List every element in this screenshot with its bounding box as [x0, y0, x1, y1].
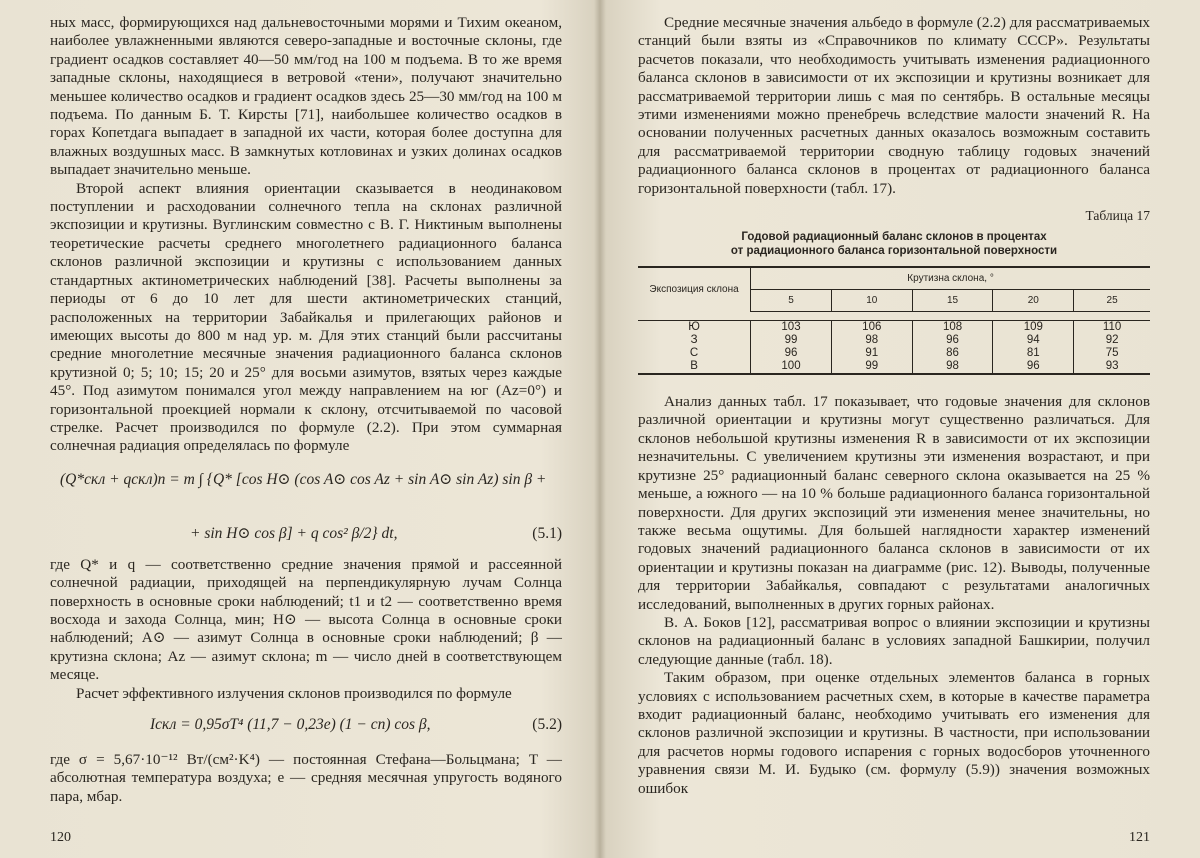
table-cell: 99 — [831, 360, 912, 374]
table-cell: 99 — [751, 334, 832, 347]
table-title-line: Годовой радиационный баланс склонов в процентах — [741, 231, 1047, 244]
page-number: 121 — [1129, 830, 1150, 845]
paragraph: где σ = 5,67·10⁻¹² Вт/(см²·K⁴) — постоянная Стефана—Больцмана; T — абсолютная температура воздуха; e — средняя месячная упругость водяного пара, мбар. — [50, 751, 562, 805]
table-cell: 81 — [993, 347, 1074, 360]
table-header-exposition: Экспозиция склона — [638, 267, 751, 312]
formula-line: + sin H⊙ cos β] + q cos² β/2} dt, — [190, 524, 398, 542]
table-header-cell: 20 — [993, 290, 1074, 312]
formula-5-2 — [50, 711, 562, 745]
table-cell: 94 — [993, 334, 1074, 347]
table-cell: 86 — [912, 347, 993, 360]
table-header-cell: 5 — [751, 290, 832, 312]
right-page — [638, 14, 1150, 850]
formula-5-1 — [50, 466, 562, 514]
table-cell: 93 — [1074, 360, 1150, 374]
table-row — [638, 334, 1150, 347]
formula-line: (Q*скл + qскл)n = m ∫ {Q* [cos H⊙ (cos A⊙ cos Az + sin A⊙ sin Az) sin β + — [60, 470, 547, 488]
table-cell: 75 — [1074, 347, 1150, 360]
paragraph: Анализ данных табл. 17 показывает, что годовые значения для склонов различной ориентации и крутизны могут существенно различаться. Для склонов небольшой крутизны изменения R в зависимости от их экспозиции незначительны. С увеличением крутизны эти изменения возрастают, и при крутизне 25° радиационный баланс северного склона оказывается на 25 % меньше, а южного — на 10 % больше радиационного баланса горизонтальной поверхности. Для других экспозиций эти изменения менее значительны, но также весьма ощутимы. Для большей наглядности характер изменений годовых значений радиационного баланса склонов в зависимости от их ориентации и крутизны показан на диаграмме (рис. 12). Выводы, полученные для территории Забайкалья, совпадают с результатами аналогичных исследований, выполненных в других горных районах. — [638, 393, 1150, 613]
data-table — [638, 266, 1150, 375]
paragraph: где Q* и q — соответственно средние значения прямой и рассеянной солнечной радиации, приходящей на перпендикулярную лучам Солнца поверхность в основные сроки наблюдений; t1 и t2 — соответственно время восхода и захода Солнца, мин; H⊙ — высота Солнца в основные сроки наблюдений; A⊙ — азимут Солнца в основные сроки наблюдений; β — крутизна склона; Az — азимут склона; m — число дней в соответствующем месяце. — [50, 555, 562, 684]
table-cell: 96 — [993, 360, 1074, 374]
paragraph: Таким образом, при оценке отдельных элементов баланса в горных условиях с использованием расчетных схем, в которые в качестве параметра входит радиационный баланс, необходимо учитывать его изменения для склонов различной экспозиции и крутизны. В частности, при использовании для расчетов нормы годового испарения с горных водосборов уточненного уравнения связи М. И. Будыко (см. формулу (5.9)) значения возможных ошибок — [638, 669, 1150, 797]
table-header-cell: 15 — [912, 290, 993, 312]
table-cell: С — [689, 347, 699, 360]
table-cell: З — [690, 334, 698, 347]
formula-line: Iскл = 0,95σT⁴ (11,7 − 0,23e) (1 − cn) cos β, — [150, 716, 431, 733]
table-cell: 106 — [831, 321, 912, 335]
table-cell: 96 — [751, 347, 832, 360]
formula-number: (5.2) — [532, 716, 562, 733]
table-header-steepness: Крутизна склона, ° — [751, 267, 1150, 290]
table-cell: 108 — [912, 321, 993, 335]
paragraph: Второй аспект влияния ориентации сказывается в неодинаковом поступлении и расходовании солнечного тепла на склонах различной экспозиции и крутизны. Вуглинским совместно с В. Г. Никтиным выполнены теоретические расчеты среднего многолетнего радиационного баланса склонов различной экспозиции и крутизны с использованием данных стандартных актинометрических наблюдений [38]. Расчеты выполнены за периоды от 6 до 10 лет для шести актинометрических станций, расположенных на территории Забайкалья и прилегающих районов и имеющих высоты до 800 м над ур. м. Для этих станций были рассчитаны средние многолетние месячные значения радиационного баланса склонов крутизной 0; 5; 10; 15; 20 и 25° для восьми азимутов, взятых через каждые 45°. Под азимутом понимался угол между направлением на юг (Az=0°) и горизонтальной проекцией нормали к склону, отсчитываемой по часовой стрелке. Расчет производился по формуле (2.2). При этом суммарная солнечная радиация определялась по формуле — [50, 179, 562, 455]
table-header-cell: 10 — [831, 290, 912, 312]
formula-number: (5.1) — [532, 524, 562, 542]
table-cell: 98 — [912, 360, 993, 374]
table-cell: 98 — [831, 334, 912, 347]
paragraph: В. А. Боков [12], рассматривая вопрос о влиянии экспозиции и крутизны склонов на радиационный баланс в условиях западной Башкирии, получил следующие данные (табл. 18). — [638, 613, 1150, 668]
table-cell: В — [638, 360, 751, 374]
table-row — [638, 360, 1150, 374]
paragraph: ных масс, формирующихся над дальневосточными морями и Тихим океаном, наиболее увлажненными являются северо-западные и восточные склоны, где градиент осадков составляет 40—50 мм/год на 100 м подъема. В то же время западные склоны, находящиеся в ветровой «тени», получают значительно меньшее количество осадков и градиент осадков здесь 25—30 мм/год на 100 м подъема. По данным Б. Т. Кирсты [71], наибольшее количество осадков в горах Копетдага выпадает в западной их части, которая более доступна для влажных воздушных масс. В замкнутых котловинах и узких долинах осадков выпадает значительно меньше. — [50, 14, 562, 179]
formula-5-1-continued — [50, 520, 562, 550]
table-label: Таблица 17 — [1085, 208, 1150, 224]
table-cell: 96 — [912, 334, 993, 347]
table-row — [638, 347, 1150, 360]
table-row — [638, 321, 1150, 335]
table-cell: 100 — [751, 360, 832, 374]
table-cell: 109 — [993, 321, 1074, 335]
table-cell: 91 — [831, 347, 912, 360]
table-title-line: от радиационного баланса горизонтальной поверхности — [730, 245, 1058, 258]
table-cell: 110 — [1074, 321, 1150, 335]
table-header-cell: 25 — [1074, 290, 1150, 312]
table-title — [638, 230, 1150, 258]
paragraph: Расчет эффективного излучения склонов производился по формуле — [76, 684, 512, 702]
page-number: 120 — [50, 830, 71, 845]
table-cell: Ю — [688, 321, 700, 334]
table-cell: 92 — [1074, 334, 1150, 347]
left-page — [50, 14, 562, 850]
paragraph: Средние месячные значения альбедо в формуле (2.2) для рассматриваемых станций были взяты из «Справочников по климату СССР». Результаты расчетов показали, что необходимость учитывать изменения радиационного баланса склонов в зависимости от их экспозиции и крутизны возникает для рассматриваемой территории лишь с мая по сентябрь. В остальные месяцы этими изменениями можно пренебречь вследствие малости значений R. На основании полученных расчетных данных оказалось возможным составить для рассматриваемой территории сводную таблицу годовых значений радиационного баланса склонов в процентах от радиационного баланса горизонтальной поверхности (табл. 17). — [638, 14, 1150, 197]
table-cell: 103 — [751, 321, 832, 335]
